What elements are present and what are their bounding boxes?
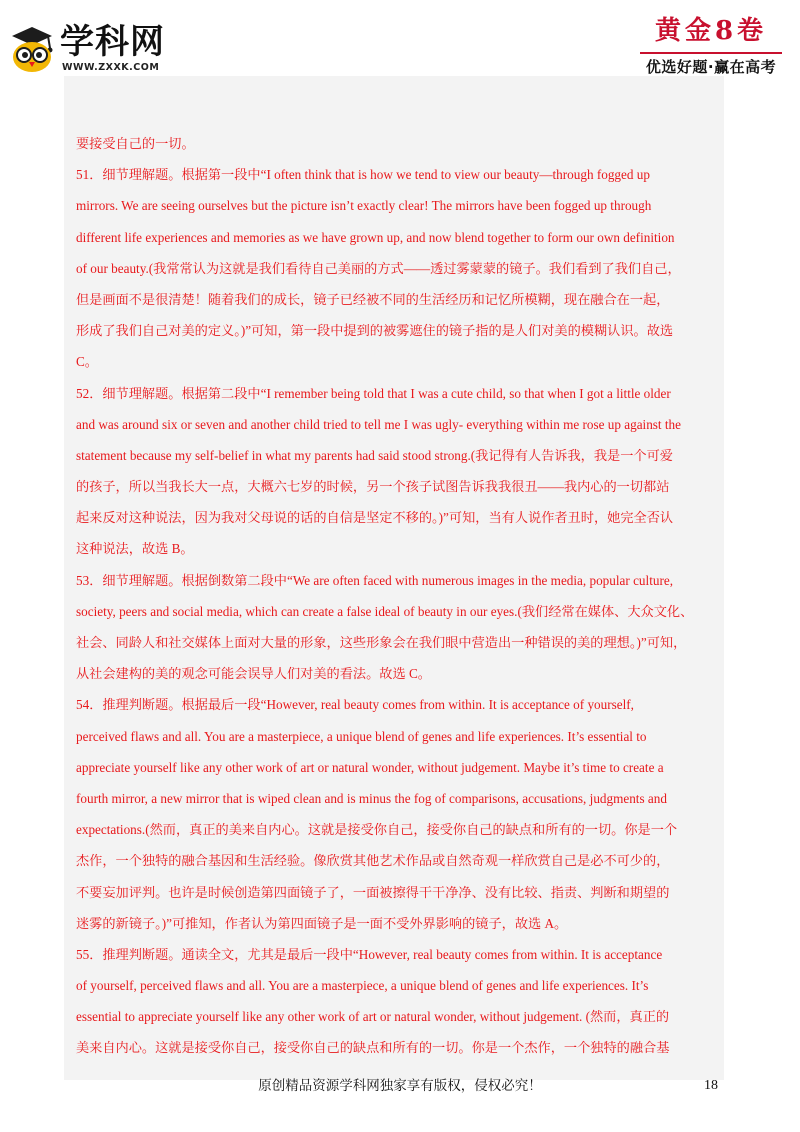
- content-line: 杰作，一个独特的融合基因和生活经验。像欣赏其他艺术作品或自然奇观一样欣赏自己是必不可少的，: [76, 853, 670, 869]
- brand-name: 学科网: [60, 22, 165, 62]
- content-line: 社会、同龄人和社交媒体上面对大量的形象，这些形象会在我们眼中营造出一种错误的美的理想。)”可知，: [76, 635, 687, 650]
- content-line: essential to appreciate yourself like any other work of art or natural wonder, without judgement. (然而，真正的: [76, 1009, 670, 1025]
- content-line: of our beauty.(我常常认为这就是我们看待自己美丽的方式——透过雾蒙蒙的镜子。我们看到了我们自己，: [76, 260, 681, 276]
- content-line: 54．推理判断题。根据最后一段“However, real beauty comes from within. It is acceptance of yourself,: [76, 697, 634, 713]
- answer-explanations: [76, 128, 722, 1064]
- content-line: 不要妄加评判。也许是时候创造第四面镜子了，一面被擦得干干净净、没有比较、指责、判断和期望的: [76, 884, 670, 900]
- brand-logo: [8, 24, 208, 76]
- content-line: 迷雾的新镜子。)”可推知，作者认为第四面镜子是一面不受外界影响的镜子，故选 A。: [76, 915, 568, 931]
- page-header: [0, 0, 800, 80]
- content-line: fourth mirror, a new mirror that is wiped clean and is minus the fog of comparisons, accusations, judgments and: [76, 790, 667, 806]
- content-line: 要接受自己的一切。: [76, 136, 195, 151]
- content-line: perceived flaws and all. You are a masterpiece, a unique blend of genes and life experiences. It’s essential to: [76, 728, 647, 744]
- brand-url: WWW.ZXXK.COM: [62, 62, 160, 73]
- content-line: C。: [76, 354, 98, 370]
- content-line: 53．细节理解题。根据倒数第二段中“We are often faced with numerous images in the media, popular culture,: [76, 572, 673, 588]
- owl-graduate-icon: [8, 24, 56, 74]
- series-slogan: 优选好题·赢在高考: [645, 58, 777, 76]
- content-line: different life experiences and memories as we have grown up, and now blend together to form our own definition: [76, 229, 675, 245]
- series-title: 黄金8卷: [654, 16, 768, 46]
- content-line: expectations.(然而，真正的美来自内心。这就是接受你自己，接受你自己的缺点和所有的一切。你是一个: [76, 822, 678, 838]
- content-line: 55．推理判断题。通读全文，尤其是最后一段中“However, real beauty comes from within. It is acceptance: [76, 946, 663, 962]
- content-line: 从社会建构的美的观念可能会误导人们对美的看法。故选 C。: [76, 666, 431, 682]
- copyright-note: 原创精品资源学科网独家享有版权，侵权必究！: [258, 1078, 542, 1094]
- content-line: 51．细节理解题。根据第一段中“I often think that is how we tend to view our beauty—through fogged up: [76, 167, 650, 183]
- content-line: 这种说法，故选 B。: [76, 541, 194, 557]
- content-line: 形成了我们自己对美的定义。)”可知，第一段中提到的被雾遮住的镜子指的是人们对美的模糊认识。故选: [76, 323, 674, 339]
- content-line: and was around six or seven and another child tried to tell me I was ugly- everything within me rose up against the: [76, 416, 682, 432]
- content-line: statement because my self-belief in what my parents had said stood strong.(我记得有人告诉我，我是一个可爱: [76, 447, 673, 463]
- series-divider: [640, 52, 782, 54]
- content-line: 的孩子，所以当我长大一点，大概六七岁的时候，另一个孩子试图告诉我我很丑——我内心的一切都站: [76, 479, 670, 495]
- content-line: 起来反对这种说法，因为我对父母说的话的自信是坚定不移的。)”可知，当有人说作者丑时，她完全否认: [76, 510, 674, 526]
- content-line: 美来自内心。这就是接受你自己，接受你自己的缺点和所有的一切。你是一个杰作，一个独特的融合基: [76, 1040, 670, 1056]
- content-line: appreciate yourself like any other work of art or natural wonder, without judgement. Maybe it’s time to create a: [76, 759, 664, 775]
- content-line: of yourself, perceived flaws and all. You are a masterpiece, a unique blend of genes and life experiences. It’s: [76, 978, 649, 994]
- content-line: mirrors. We are seeing ourselves but the picture isn’t exactly clear! The mirrors have been fogged up through: [76, 198, 652, 214]
- page-number: 18: [704, 1078, 718, 1093]
- content-line: 52．细节理解题。根据第二段中“I remember being told that I was a cute child, so that when I got a little older: [76, 385, 671, 401]
- content-line: 但是画面不是很清楚！随着我们的成长，镜子已经被不同的生活经历和记忆所模糊，现在融合在一起，: [76, 291, 670, 307]
- content-line: society, peers and social media, which can create a false ideal of beauty in our eyes.(我们经常在媒体、大众文化、: [76, 603, 694, 619]
